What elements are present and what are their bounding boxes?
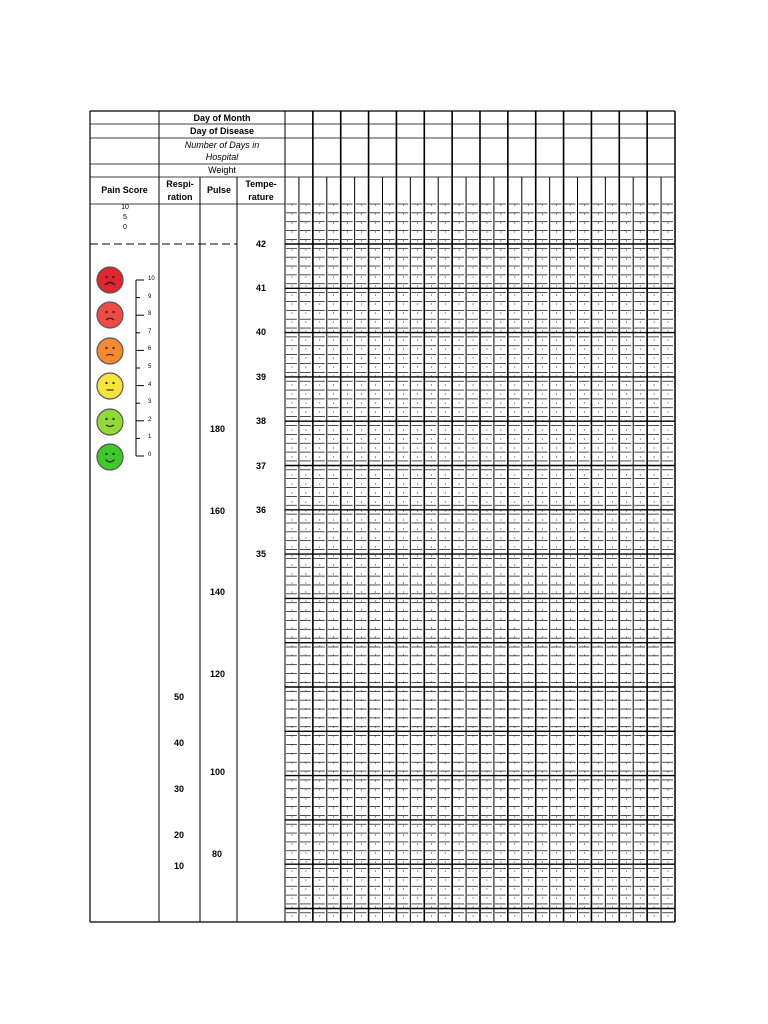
days-in-hospital-label: Number of Days in Hospital bbox=[184, 140, 260, 162]
temp-38: 38 bbox=[256, 416, 267, 426]
pulse-80: 80 bbox=[212, 849, 223, 859]
severe-pain-face-icon bbox=[96, 301, 124, 329]
pulse-160: 160 bbox=[210, 506, 226, 516]
pulse-120: 120 bbox=[210, 669, 226, 679]
worst-pain-face-icon bbox=[96, 266, 124, 294]
pain-scale-tick-label: 0 bbox=[148, 452, 152, 458]
pulse-140: 140 bbox=[210, 587, 226, 597]
pain-small-5: 5 bbox=[123, 214, 127, 221]
resp-30: 30 bbox=[174, 784, 185, 794]
day-of-month-label: Day of Month bbox=[193, 113, 251, 123]
resp-50: 50 bbox=[174, 692, 185, 702]
minimal-pain-face-icon bbox=[96, 408, 124, 436]
pulse-header: Pulse bbox=[206, 185, 231, 195]
mild-pain-face-icon bbox=[96, 372, 124, 400]
temp-41: 41 bbox=[256, 283, 267, 293]
no-pain-face-icon bbox=[96, 443, 124, 471]
respiration-header: Respi-ration bbox=[166, 179, 194, 202]
pain-scale-tick-label: 5 bbox=[148, 364, 152, 370]
temp-37: 37 bbox=[256, 461, 267, 471]
pain-score-header: Pain Score bbox=[101, 185, 148, 195]
pulse-180: 180 bbox=[210, 424, 226, 434]
pain-scale-tick-label: 1 bbox=[148, 434, 152, 441]
pain-scale-tick-label: 2 bbox=[148, 416, 152, 423]
pain-scale-tick-label: 8 bbox=[148, 311, 152, 318]
pain-scale-tick-label: 10 bbox=[148, 276, 155, 282]
pain-scale-tick-label: 3 bbox=[148, 399, 152, 406]
resp-20: 20 bbox=[174, 830, 185, 840]
temp-35: 35 bbox=[256, 549, 267, 559]
temp-39: 39 bbox=[256, 372, 267, 382]
temp-36: 36 bbox=[256, 505, 267, 515]
pain-small-10: 10 bbox=[121, 204, 129, 211]
pain-scale-tick-label: 7 bbox=[148, 328, 152, 335]
day-of-disease-label: Day of Disease bbox=[189, 126, 255, 136]
resp-10: 10 bbox=[174, 861, 185, 871]
pain-scale-tick-label: 4 bbox=[148, 381, 152, 388]
pain-scale-tick-label: 9 bbox=[148, 293, 152, 300]
pain-scale-tick-label: 6 bbox=[148, 346, 152, 353]
pulse-100: 100 bbox=[210, 767, 226, 777]
resp-40: 40 bbox=[174, 738, 185, 748]
temperature-header: Tempe-rature bbox=[245, 179, 277, 202]
weight-label: Weight bbox=[208, 165, 236, 175]
temp-40: 40 bbox=[256, 327, 267, 337]
pain-small-0: 0 bbox=[123, 224, 127, 231]
moderate-pain-face-icon bbox=[96, 337, 124, 365]
temp-42: 42 bbox=[256, 239, 267, 249]
